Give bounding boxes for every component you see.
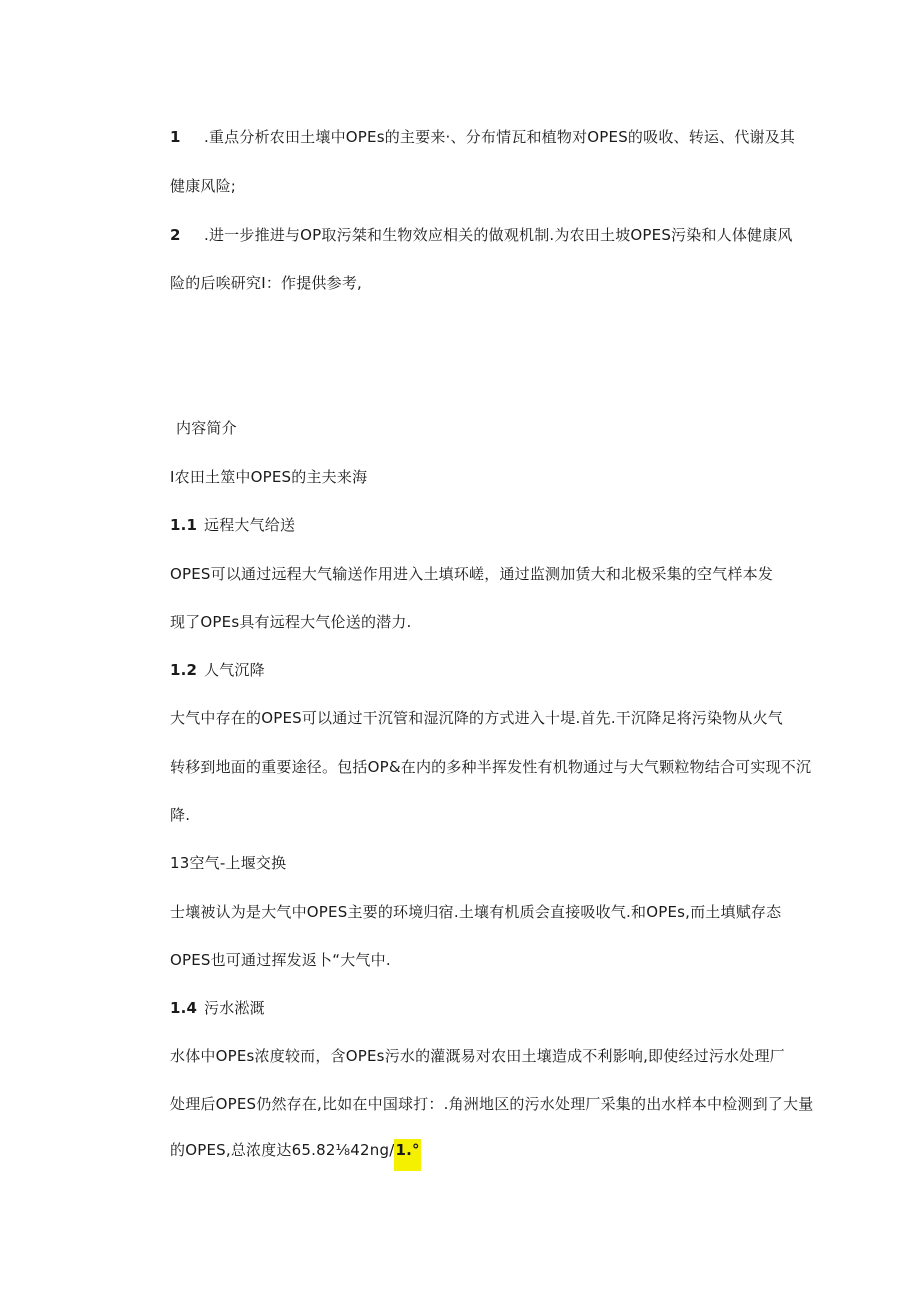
list-text: .进一步推进与OP取污桀和生物效应相关的做观机制.为农田土坡OPES污染和人体健康风 bbox=[204, 226, 793, 244]
chapter-heading: I农田土筮中OPES的主夫来海 bbox=[170, 468, 368, 486]
subheading-text: 人气沉降 bbox=[204, 661, 265, 679]
subheading-1-2 bbox=[170, 660, 265, 680]
paragraph-line: 水体中OPEs浓度较而，含OPEs污水的灌溉易对农田土壤造成不利影响,即使经过污水处理厂 bbox=[170, 1047, 785, 1065]
section-title: 内容简介 bbox=[176, 419, 237, 437]
subheading-text: 远程大气给送 bbox=[204, 516, 296, 534]
list-item-2 bbox=[170, 225, 793, 245]
paragraph-line: OPES可以通过远程大气输送作用进入土填环嵯，通过监测加赁大和北极采集的空气样本发 bbox=[170, 565, 774, 583]
paragraph-line: 处理后OPES仍然存在,比如在中国球打：.角洲地区的污水处理厂采集的出水样本中检测到了大量 bbox=[170, 1095, 814, 1113]
list-item-2-cont: 险的后唉研究I：作提供参考, bbox=[170, 274, 362, 292]
subheading-text: 污水淞溉 bbox=[204, 999, 265, 1017]
paragraph-line: 士壤被认为是大气中OPES主要的环境归宿.土壤有机质会直接吸收气.和OPEs,而土填赋存态 bbox=[170, 903, 782, 921]
paragraph-line: 降. bbox=[170, 806, 191, 824]
subheading-1-4 bbox=[170, 998, 265, 1018]
paragraph-line: 大气中存在的OPES可以通过干沉管和湿沉降的方式进入十堤.首先.干沉降足将污染物从火气 bbox=[170, 709, 783, 727]
subheading-number: 1.4 bbox=[170, 999, 198, 1017]
list-number: 2 bbox=[170, 226, 181, 244]
paragraph-line: 转移到地面的重要途径。包括OP&在内的多种半挥发性有机物通过与大气颗粒物结合可实现不沉 bbox=[170, 758, 812, 776]
list-item-1 bbox=[170, 127, 795, 147]
subheading-number: 1.2 bbox=[170, 661, 198, 679]
highlighted-text: 1.° bbox=[394, 1139, 420, 1171]
paragraph-line: OPES也可通过挥发返卜“大气中. bbox=[170, 951, 391, 969]
subheading-number: 1.1 bbox=[170, 516, 198, 534]
paragraph-line-last bbox=[170, 1140, 421, 1160]
list-number: 1 bbox=[170, 128, 181, 146]
paragraph-line: 现了OPEs具有远程大气伦送的潜力. bbox=[170, 613, 412, 631]
list-text: .重点分析农田土壤中OPEs的主要来·、分布情瓦和植物对OPES的吸收、转运、代谢及其 bbox=[204, 128, 796, 146]
subheading-1-1 bbox=[170, 515, 295, 535]
paragraph-text: 的OPES,总浓度达65.82⅛42ng/ bbox=[170, 1141, 395, 1159]
list-item-1-cont: 健康风险; bbox=[170, 177, 237, 195]
subheading-1-3: 13空气-上堰交换 bbox=[170, 854, 287, 872]
